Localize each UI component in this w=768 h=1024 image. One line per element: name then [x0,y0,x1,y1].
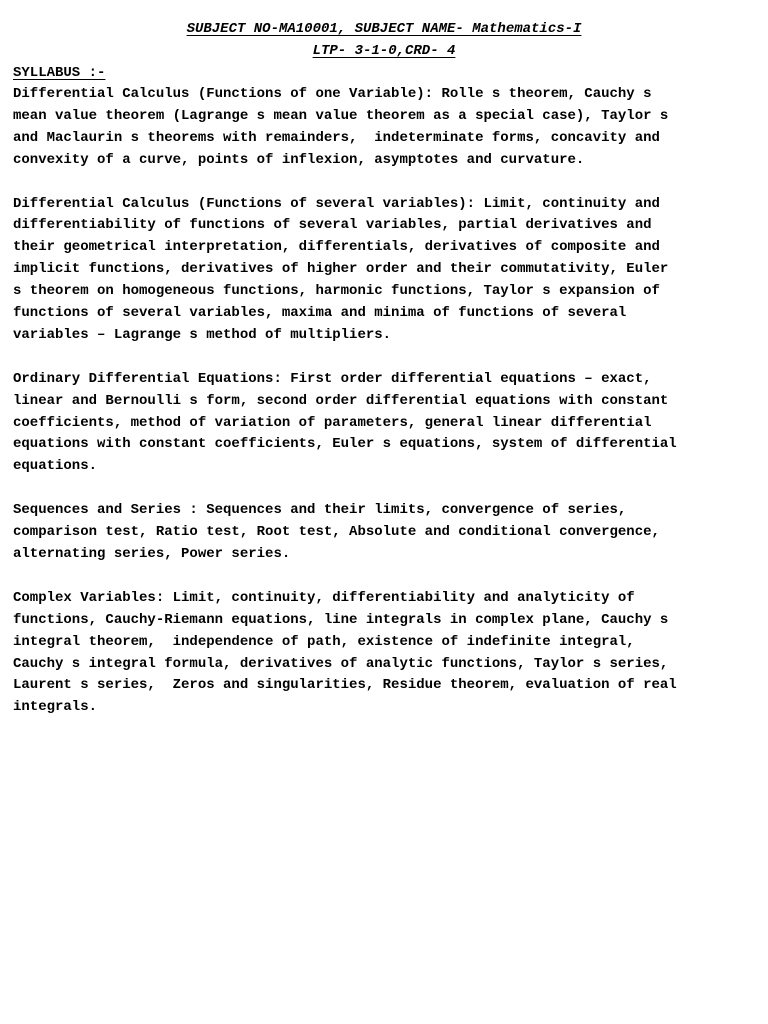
section-line: functions, Cauchy-Riemann equations, line integrals in complex plane, Cauchy s [13,611,669,628]
section-line: alternating series, Power series. [13,545,291,562]
section-sequences-and-series [13,500,755,566]
syllabus-label [13,62,755,84]
section-line: and Maclaurin s theorems with remainders, indeterminate forms, concavity and [13,129,660,146]
section-line: comparison test, Ratio test, Root test, Absolute and conditional convergence, [13,524,660,541]
subject-line: SUBJECT NO-MA10001, SUBJECT NAME- Mathematics-I [186,21,582,37]
section-differential-calculus-several-variables [13,194,755,347]
ltp-line: LTP- 3-1-0,CRD- 4 [312,43,456,59]
section-line: s theorem on homogeneous functions, harmonic functions, Taylor s expansion of [13,283,660,300]
subject-heading [13,18,755,40]
syllabus-label-text: SYLLABUS :- [13,65,106,81]
section-line: integrals. [13,699,98,716]
section-line: integral theorem, independence of path, existence of indefinite integral, [13,633,635,650]
section-line: linear and Bernoulli s form, second order differential equations with constant [13,392,669,409]
section-differential-calculus-one-variable [13,84,755,172]
section-line: Sequences and Series : Sequences and their limits, convergence of series, [13,502,627,519]
section-complex-variables [13,588,755,719]
section-line: Differential Calculus (Functions of several variables): Limit, continuity and [13,195,660,212]
section-line: their geometrical interpretation, differentials, derivatives of composite and [13,239,660,256]
section-line: differentiability of functions of several variables, partial derivatives and [13,217,652,234]
section-line: convexity of a curve, points of inflexion, asymptotes and curvature. [13,151,585,168]
section-line: variables – Lagrange s method of multipliers. [13,326,392,343]
section-line: equations. [13,458,98,475]
ltp-heading [13,40,755,62]
section-line: Complex Variables: Limit, continuity, differentiability and analyticity of [13,589,635,606]
document-page [13,18,755,741]
section-line: mean value theorem (Lagrange s mean value theorem as a special case), Taylor s [13,107,669,124]
section-line: functions of several variables, maxima and minima of functions of several [13,305,627,322]
section-line: Ordinary Differential Equations: First order differential equations – exact, [13,370,652,387]
section-line: Laurent s series, Zeros and singularities, Residue theorem, evaluation of real [13,677,677,694]
section-line: coefficients, method of variation of parameters, general linear differential [13,414,652,431]
section-ordinary-differential-equations [13,369,755,479]
section-line: equations with constant coefficients, Euler s equations, system of differential [13,436,677,453]
section-line: implicit functions, derivatives of higher order and their commutativity, Euler [13,261,669,278]
section-line: Differential Calculus (Functions of one Variable): Rolle s theorem, Cauchy s [13,86,652,102]
section-line: Cauchy s integral formula, derivatives of analytic functions, Taylor s series, [13,655,669,672]
